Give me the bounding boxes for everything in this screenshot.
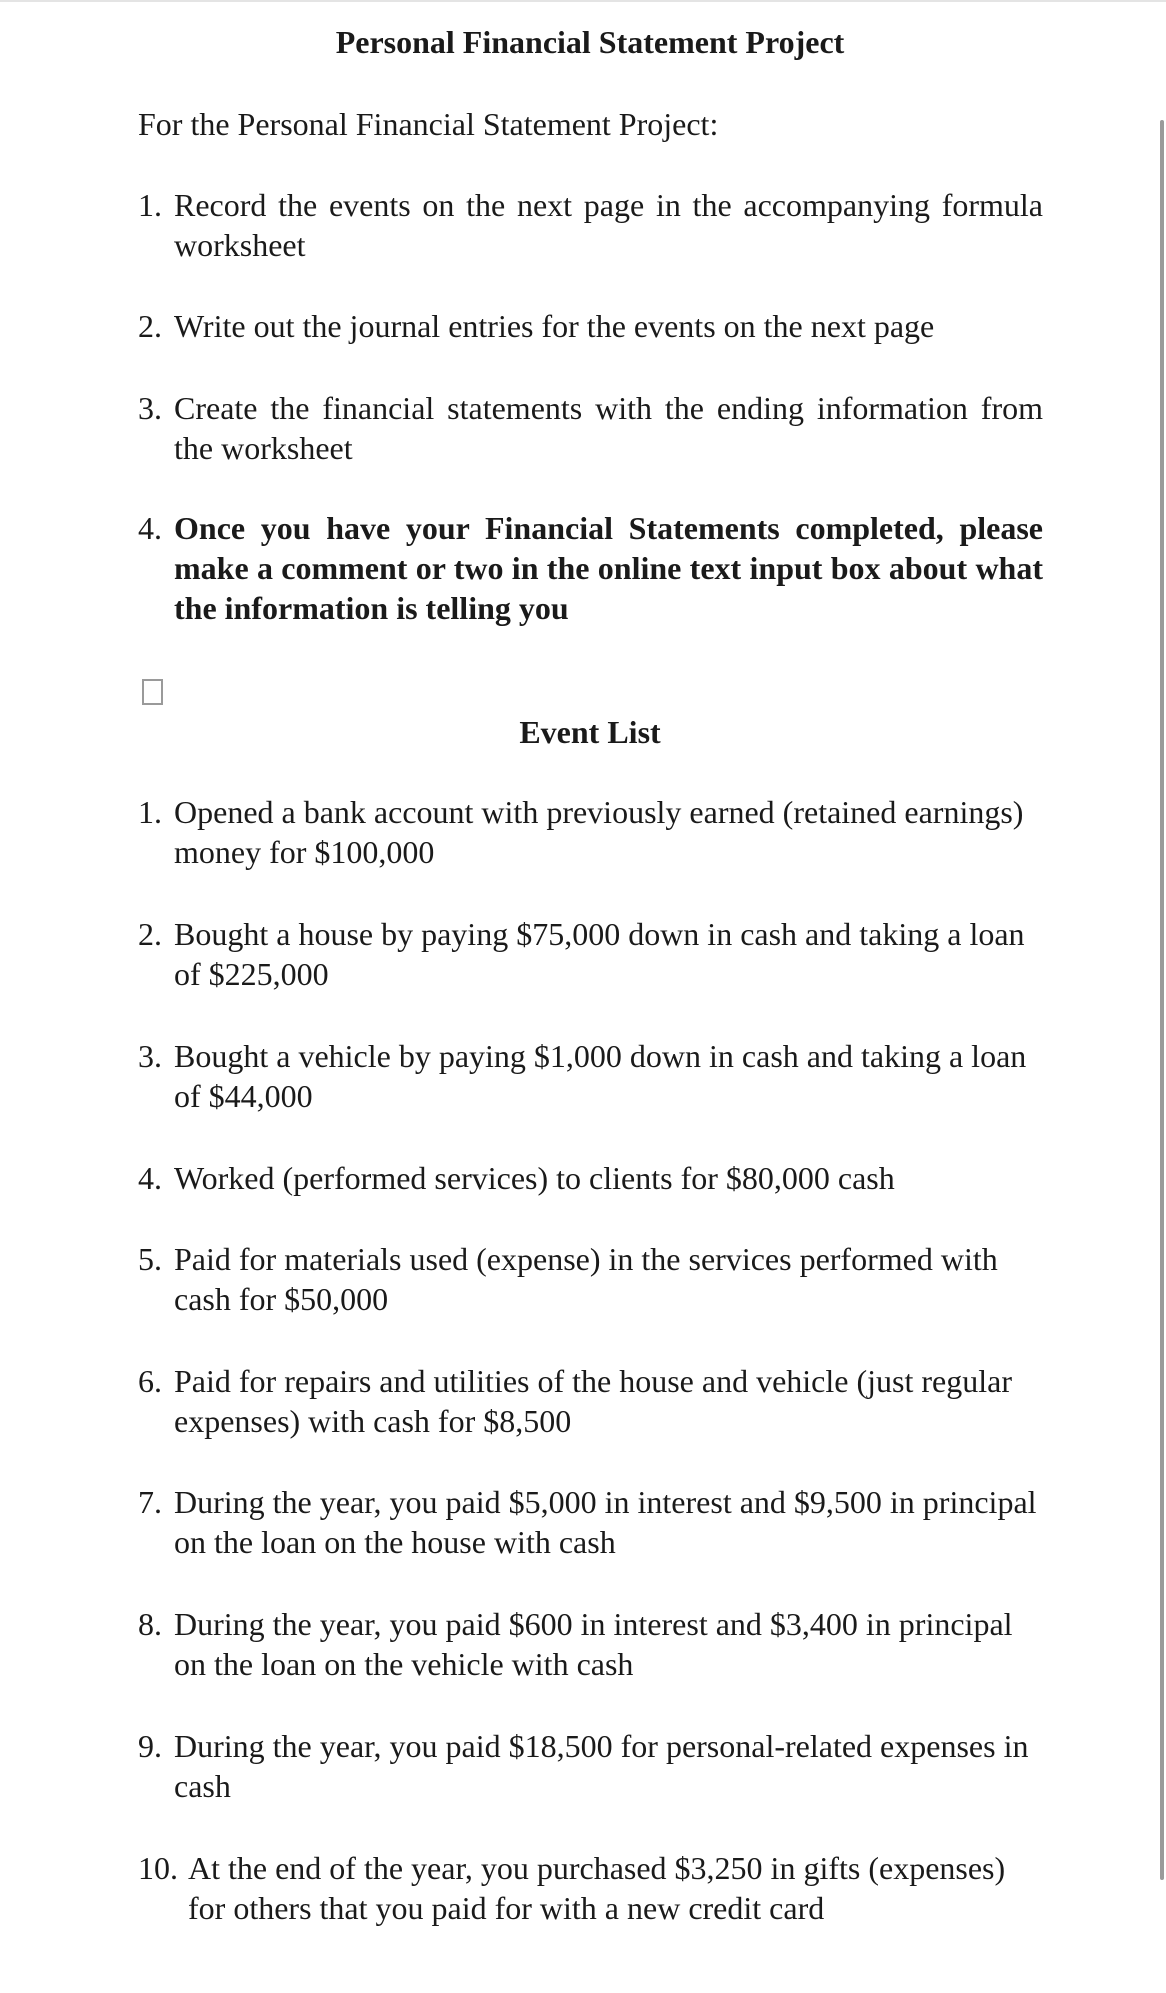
event-text: During the year, you paid $5,000 in interest and $9,500 in principal on the loan on the house with cash — [174, 1484, 1037, 1560]
checkbox[interactable] — [142, 679, 163, 705]
event-text: Paid for repairs and utilities of the house and vehicle (just regular expenses) with cash for $8,500 — [174, 1363, 1012, 1439]
event-item-8 — [138, 1604, 1043, 1684]
intro-text: For the Personal Financial Statement Project: — [138, 106, 719, 142]
event-item-6 — [138, 1361, 1043, 1441]
instruction-number: 1. — [138, 187, 162, 223]
vertical-scrollbar[interactable] — [1160, 120, 1164, 1880]
event-text: During the year, you paid $18,500 for personal-related expenses in cash — [174, 1728, 1029, 1804]
event-list-title: Event List — [519, 714, 661, 750]
instruction-text: Write out the journal entries for the events on the next page — [174, 308, 935, 344]
instruction-item-1 — [138, 185, 1043, 265]
event-text: Worked (performed services) to clients for $80,000 cash — [174, 1160, 895, 1196]
event-item-10 — [138, 1848, 1043, 1928]
event-item-7 — [138, 1482, 1043, 1562]
event-number: 4. — [138, 1160, 162, 1196]
event-number: 8. — [138, 1606, 162, 1642]
instruction-text: Record the events on the next page in the accompanying formula worksheet — [174, 187, 1043, 263]
event-text: At the end of the year, you purchased $3,250 in gifts (expenses) for others that you paid for with a new credit card — [188, 1850, 1006, 1926]
event-item-3 — [138, 1036, 1043, 1116]
event-item-2 — [138, 914, 1043, 994]
event-text: Opened a bank account with previously earned (retained earnings) money for $100,000 — [174, 794, 1024, 870]
instruction-text: Once you have your Financial Statements completed, please make a comment or two in the online text input box about what the information is telling you — [174, 510, 1043, 626]
event-number: 7. — [138, 1484, 162, 1520]
event-text: Paid for materials used (expense) in the services performed with cash for $50,000 — [174, 1241, 998, 1317]
event-number: 2. — [138, 916, 162, 952]
event-number: 9. — [138, 1728, 162, 1764]
event-text: Bought a vehicle by paying $1,000 down in cash and taking a loan of $44,000 — [174, 1038, 1027, 1114]
instruction-number: 3. — [138, 390, 162, 426]
event-item-4 — [138, 1158, 1043, 1198]
instruction-item-4 — [138, 508, 1043, 628]
event-item-1 — [138, 792, 1043, 872]
instruction-number: 4. — [138, 510, 162, 546]
event-number: 6. — [138, 1363, 162, 1399]
instruction-item-2 — [138, 306, 1043, 346]
instruction-text: Create the financial statements with the ending information from the worksheet — [174, 390, 1043, 466]
event-item-5 — [138, 1239, 1043, 1319]
event-item-9 — [138, 1726, 1043, 1806]
page-title: Personal Financial Statement Project — [335, 24, 845, 60]
event-text: Bought a house by paying $75,000 down in cash and taking a loan of $225,000 — [174, 916, 1025, 992]
event-number: 5. — [138, 1241, 162, 1277]
instruction-item-3 — [138, 388, 1043, 468]
instruction-number: 2. — [138, 308, 162, 344]
event-number: 1. — [138, 794, 162, 830]
event-text: During the year, you paid $600 in interest and $3,400 in principal on the loan on the vehicle with cash — [174, 1606, 1013, 1682]
event-number: 3. — [138, 1038, 162, 1074]
event-number: 10. — [138, 1850, 178, 1886]
top-divider — [0, 0, 1166, 2]
